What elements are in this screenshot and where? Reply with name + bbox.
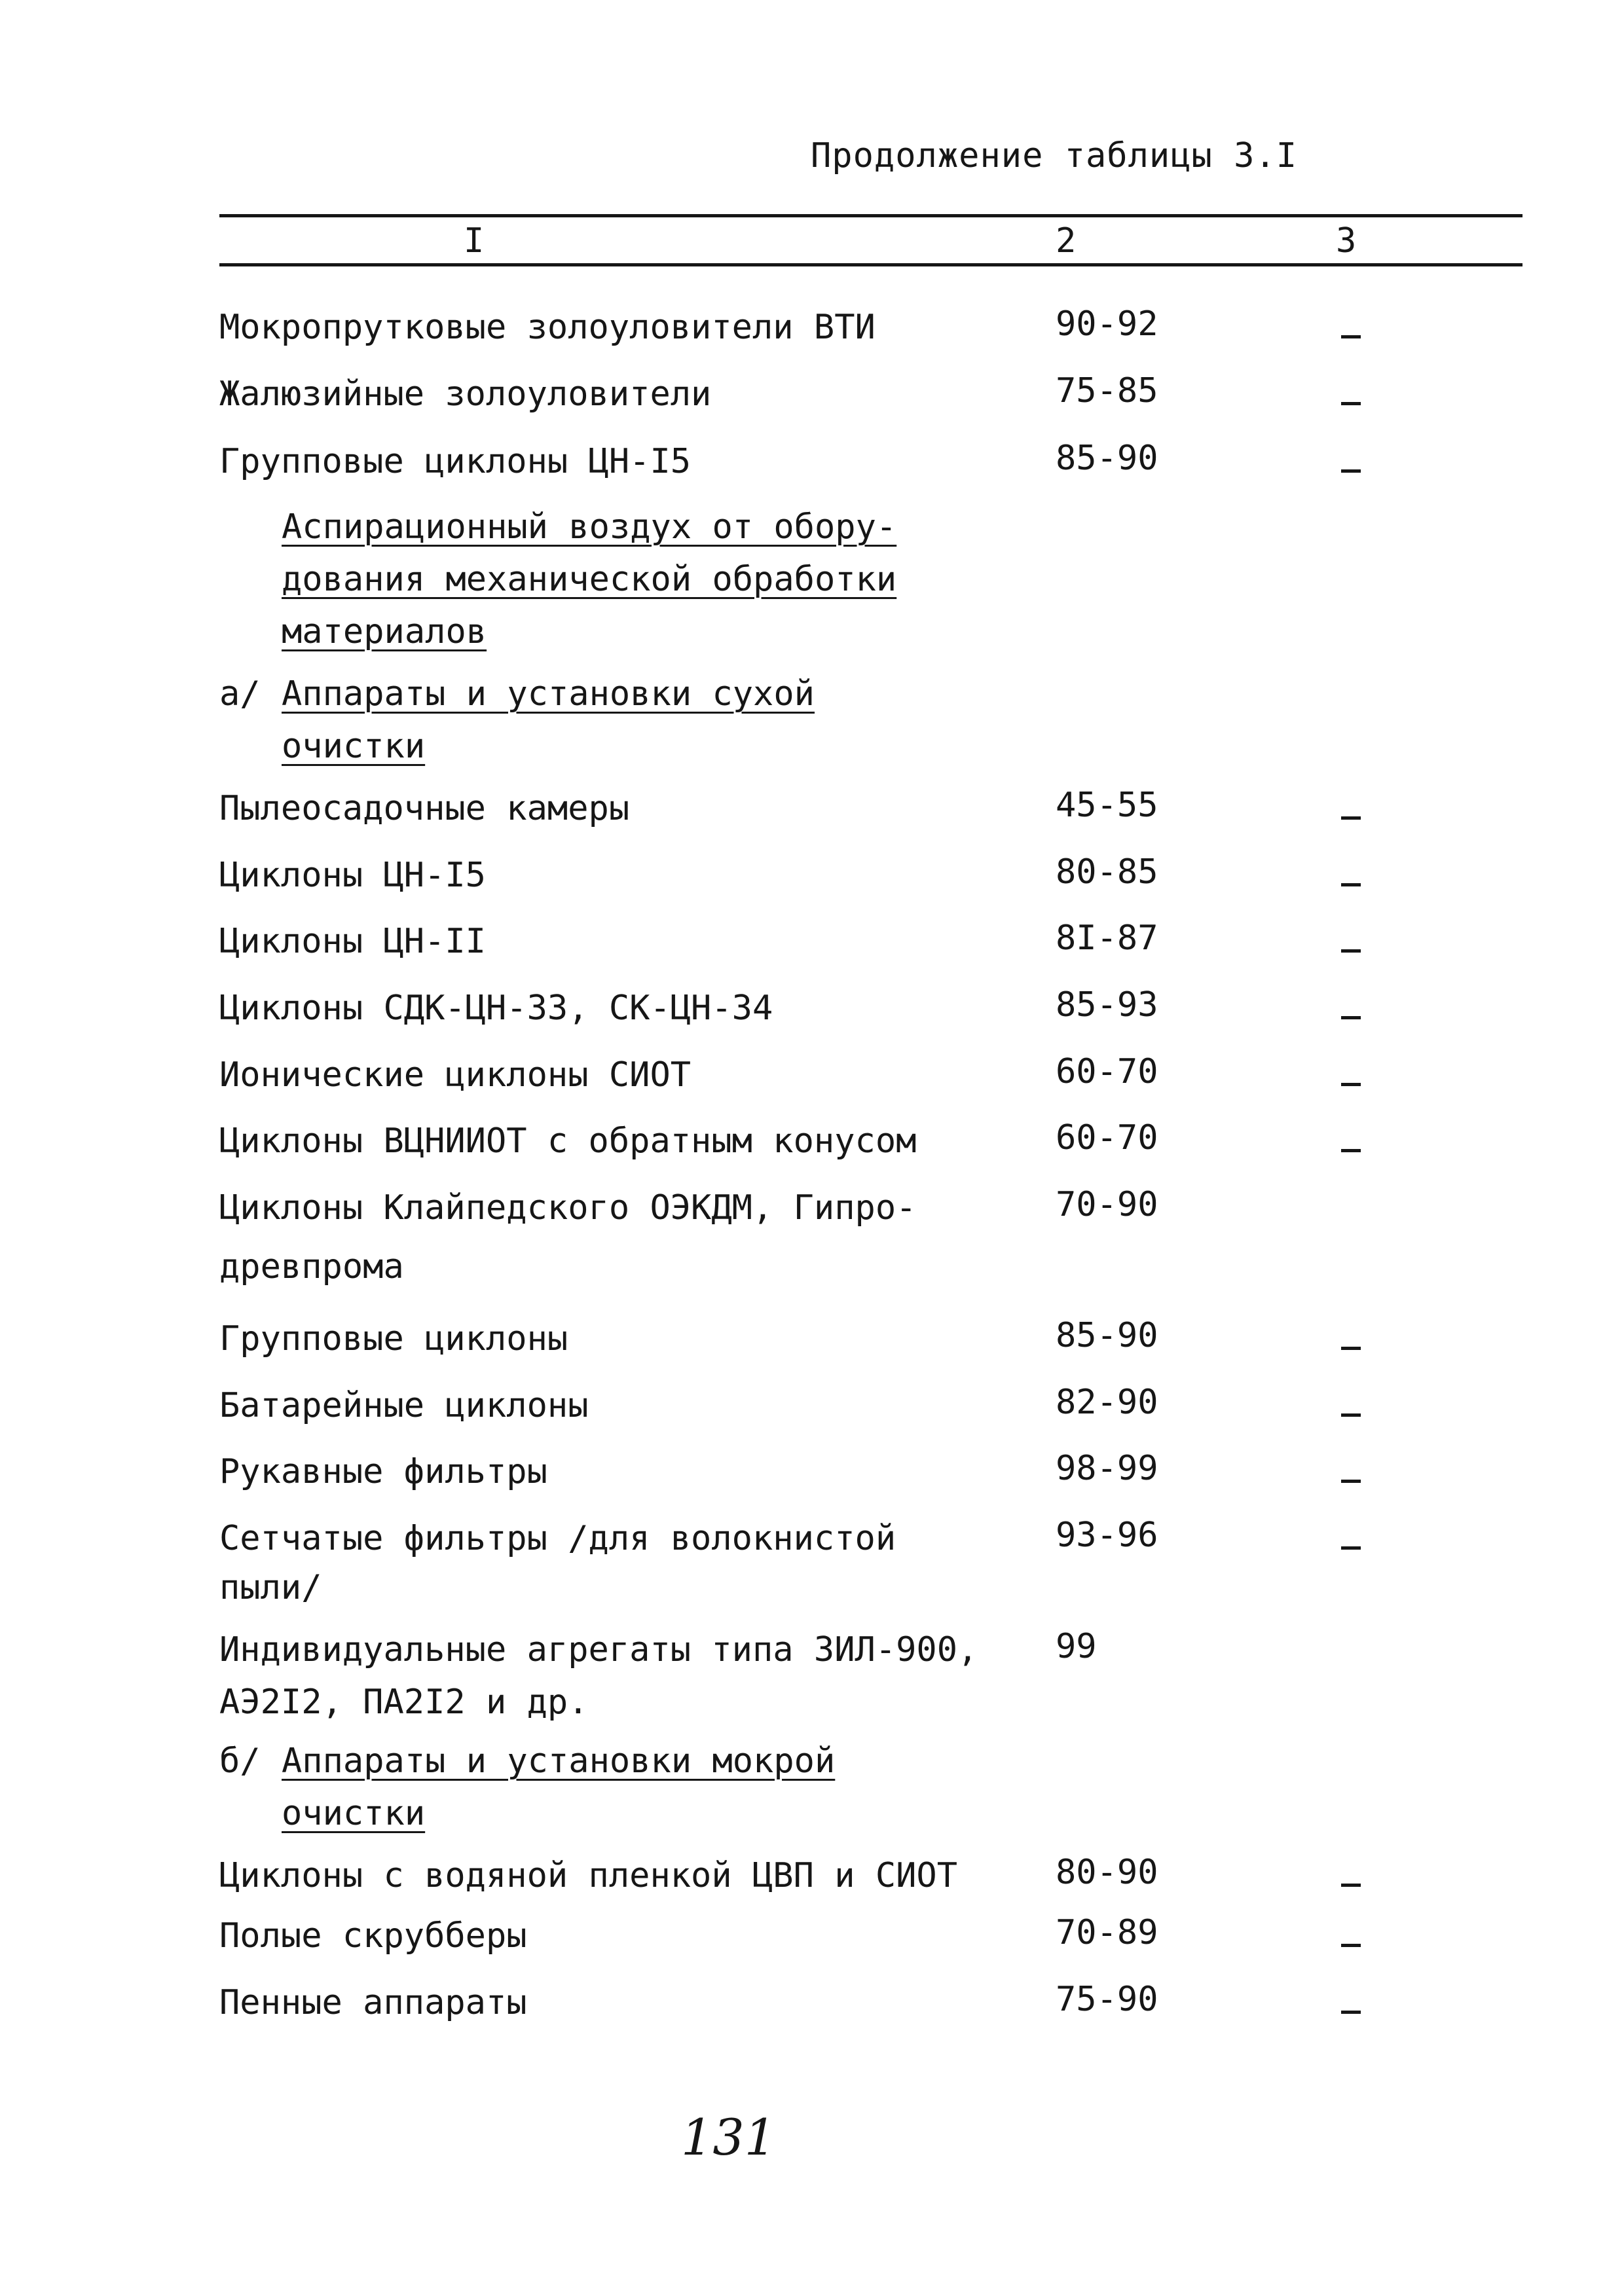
subsection-prefix: б/ xyxy=(219,1741,261,1781)
table-row-name-cont: пыли/ xyxy=(219,1568,322,1607)
table-row-name: Циклоны СДК-ЦН-33, СК-ЦН-34 xyxy=(219,989,773,1028)
section-heading-line: Аспирационный воздух от обору- xyxy=(282,507,897,547)
table-row-name: Сетчатые фильтры /для волокнистой xyxy=(219,1519,896,1558)
table-row-value: 93-96 xyxy=(1056,1516,1158,1555)
table-row-dash xyxy=(1341,949,1361,953)
table-row-name: Групповые циклоны ЦН-I5 xyxy=(219,442,692,481)
table-row-name: Пылеосадочные камеры xyxy=(219,789,630,828)
table-row-value: 99 xyxy=(1056,1627,1097,1666)
subsection-heading: очистки xyxy=(282,727,426,766)
subsection-prefix: а/ xyxy=(219,674,261,714)
table-row-value: 70-89 xyxy=(1056,1913,1158,1952)
table-row-name: Жалюзийные золоуловители xyxy=(219,374,712,414)
table-row-dash xyxy=(1341,816,1361,820)
subsection-heading: очистки xyxy=(282,1794,426,1833)
table-row-value: 8I-87 xyxy=(1056,919,1158,958)
table-row-value: 85-90 xyxy=(1056,439,1158,478)
table-row-name: Пенные аппараты xyxy=(219,1983,527,2022)
table-row-value: 85-90 xyxy=(1056,1316,1158,1355)
table-row-value: 85-93 xyxy=(1056,985,1158,1025)
table-row-value: 82-90 xyxy=(1056,1383,1158,1422)
table-row-name: Батарейные циклоны xyxy=(219,1386,589,1425)
section-heading-line: материалов xyxy=(282,612,487,651)
table-row-dash xyxy=(1341,1083,1361,1086)
table-row-value: 98-99 xyxy=(1056,1449,1158,1488)
table-row-value: 80-85 xyxy=(1056,852,1158,892)
subsection-heading: Аппараты и установки сухой xyxy=(282,674,815,714)
table-row-name: Рукавные фильтры xyxy=(219,1452,547,1491)
table-row-name: Полые скрубберы xyxy=(219,1916,527,1956)
table-row-value: 80-90 xyxy=(1056,1853,1158,1892)
table-row-value: 75-90 xyxy=(1056,1980,1158,2019)
table-row-dash xyxy=(1341,1546,1361,1550)
column-header-3: 3 xyxy=(1336,221,1357,261)
table-row-name: Мокропрутковые золоуловители ВТИ xyxy=(219,308,876,347)
table-row-name-cont: АЭ2I2, ПА2I2 и др. xyxy=(219,1683,589,1722)
table-row-name: Циклоны Клайпедского ОЭКДМ, Гипро- xyxy=(219,1188,917,1228)
table-row-dash xyxy=(1341,1413,1361,1417)
table-row-dash xyxy=(1341,402,1361,405)
table-row-value: 60-70 xyxy=(1056,1118,1158,1157)
table-row-dash xyxy=(1341,1944,1361,1947)
table-row-dash xyxy=(1341,469,1361,473)
table-row-name-cont: древпрома xyxy=(219,1247,404,1286)
table-row-name: Циклоны ЦН-II xyxy=(219,922,486,961)
table-row-value: 45-55 xyxy=(1056,786,1158,825)
table-row-dash xyxy=(1341,1016,1361,1019)
subsection-heading: Аппараты и установки мокрой xyxy=(282,1741,836,1781)
table-row-name: Циклоны ЦН-I5 xyxy=(219,856,486,895)
table-header-rule xyxy=(219,263,1522,266)
table-caption: Продолжение таблицы 3.I xyxy=(811,136,1298,175)
table-row-dash xyxy=(1341,1149,1361,1152)
table-row-name: Индивидуальные агрегаты типа ЗИЛ-900, xyxy=(219,1630,978,1669)
table-row-name: Ионические циклоны СИОТ xyxy=(219,1055,692,1095)
table-row-dash xyxy=(1341,1480,1361,1483)
table-row-dash xyxy=(1341,335,1361,338)
table-row-name: Циклоны ВЦНИИОТ с обратным конусом xyxy=(219,1121,917,1161)
section-heading-line: дования механической обработки xyxy=(282,560,897,599)
table-row-value: 90-92 xyxy=(1056,304,1158,344)
table-row-value: 60-70 xyxy=(1056,1052,1158,1091)
table-row-value: 75-85 xyxy=(1056,371,1158,410)
table-top-rule xyxy=(219,214,1522,217)
table-row-dash xyxy=(1341,883,1361,886)
table-row-value: 70-90 xyxy=(1056,1185,1158,1224)
table-row-name: Циклоны с водяной пленкой ЦВП и СИОТ xyxy=(219,1856,958,1895)
table-row-name: Групповые циклоны xyxy=(219,1319,568,1358)
table-row-dash xyxy=(1341,2011,1361,2014)
table-row-dash xyxy=(1341,1884,1361,1887)
page-number: 131 xyxy=(681,2108,777,2166)
column-header-1: I xyxy=(464,221,485,261)
table-row-dash xyxy=(1341,1347,1361,1350)
column-header-2: 2 xyxy=(1056,221,1077,261)
